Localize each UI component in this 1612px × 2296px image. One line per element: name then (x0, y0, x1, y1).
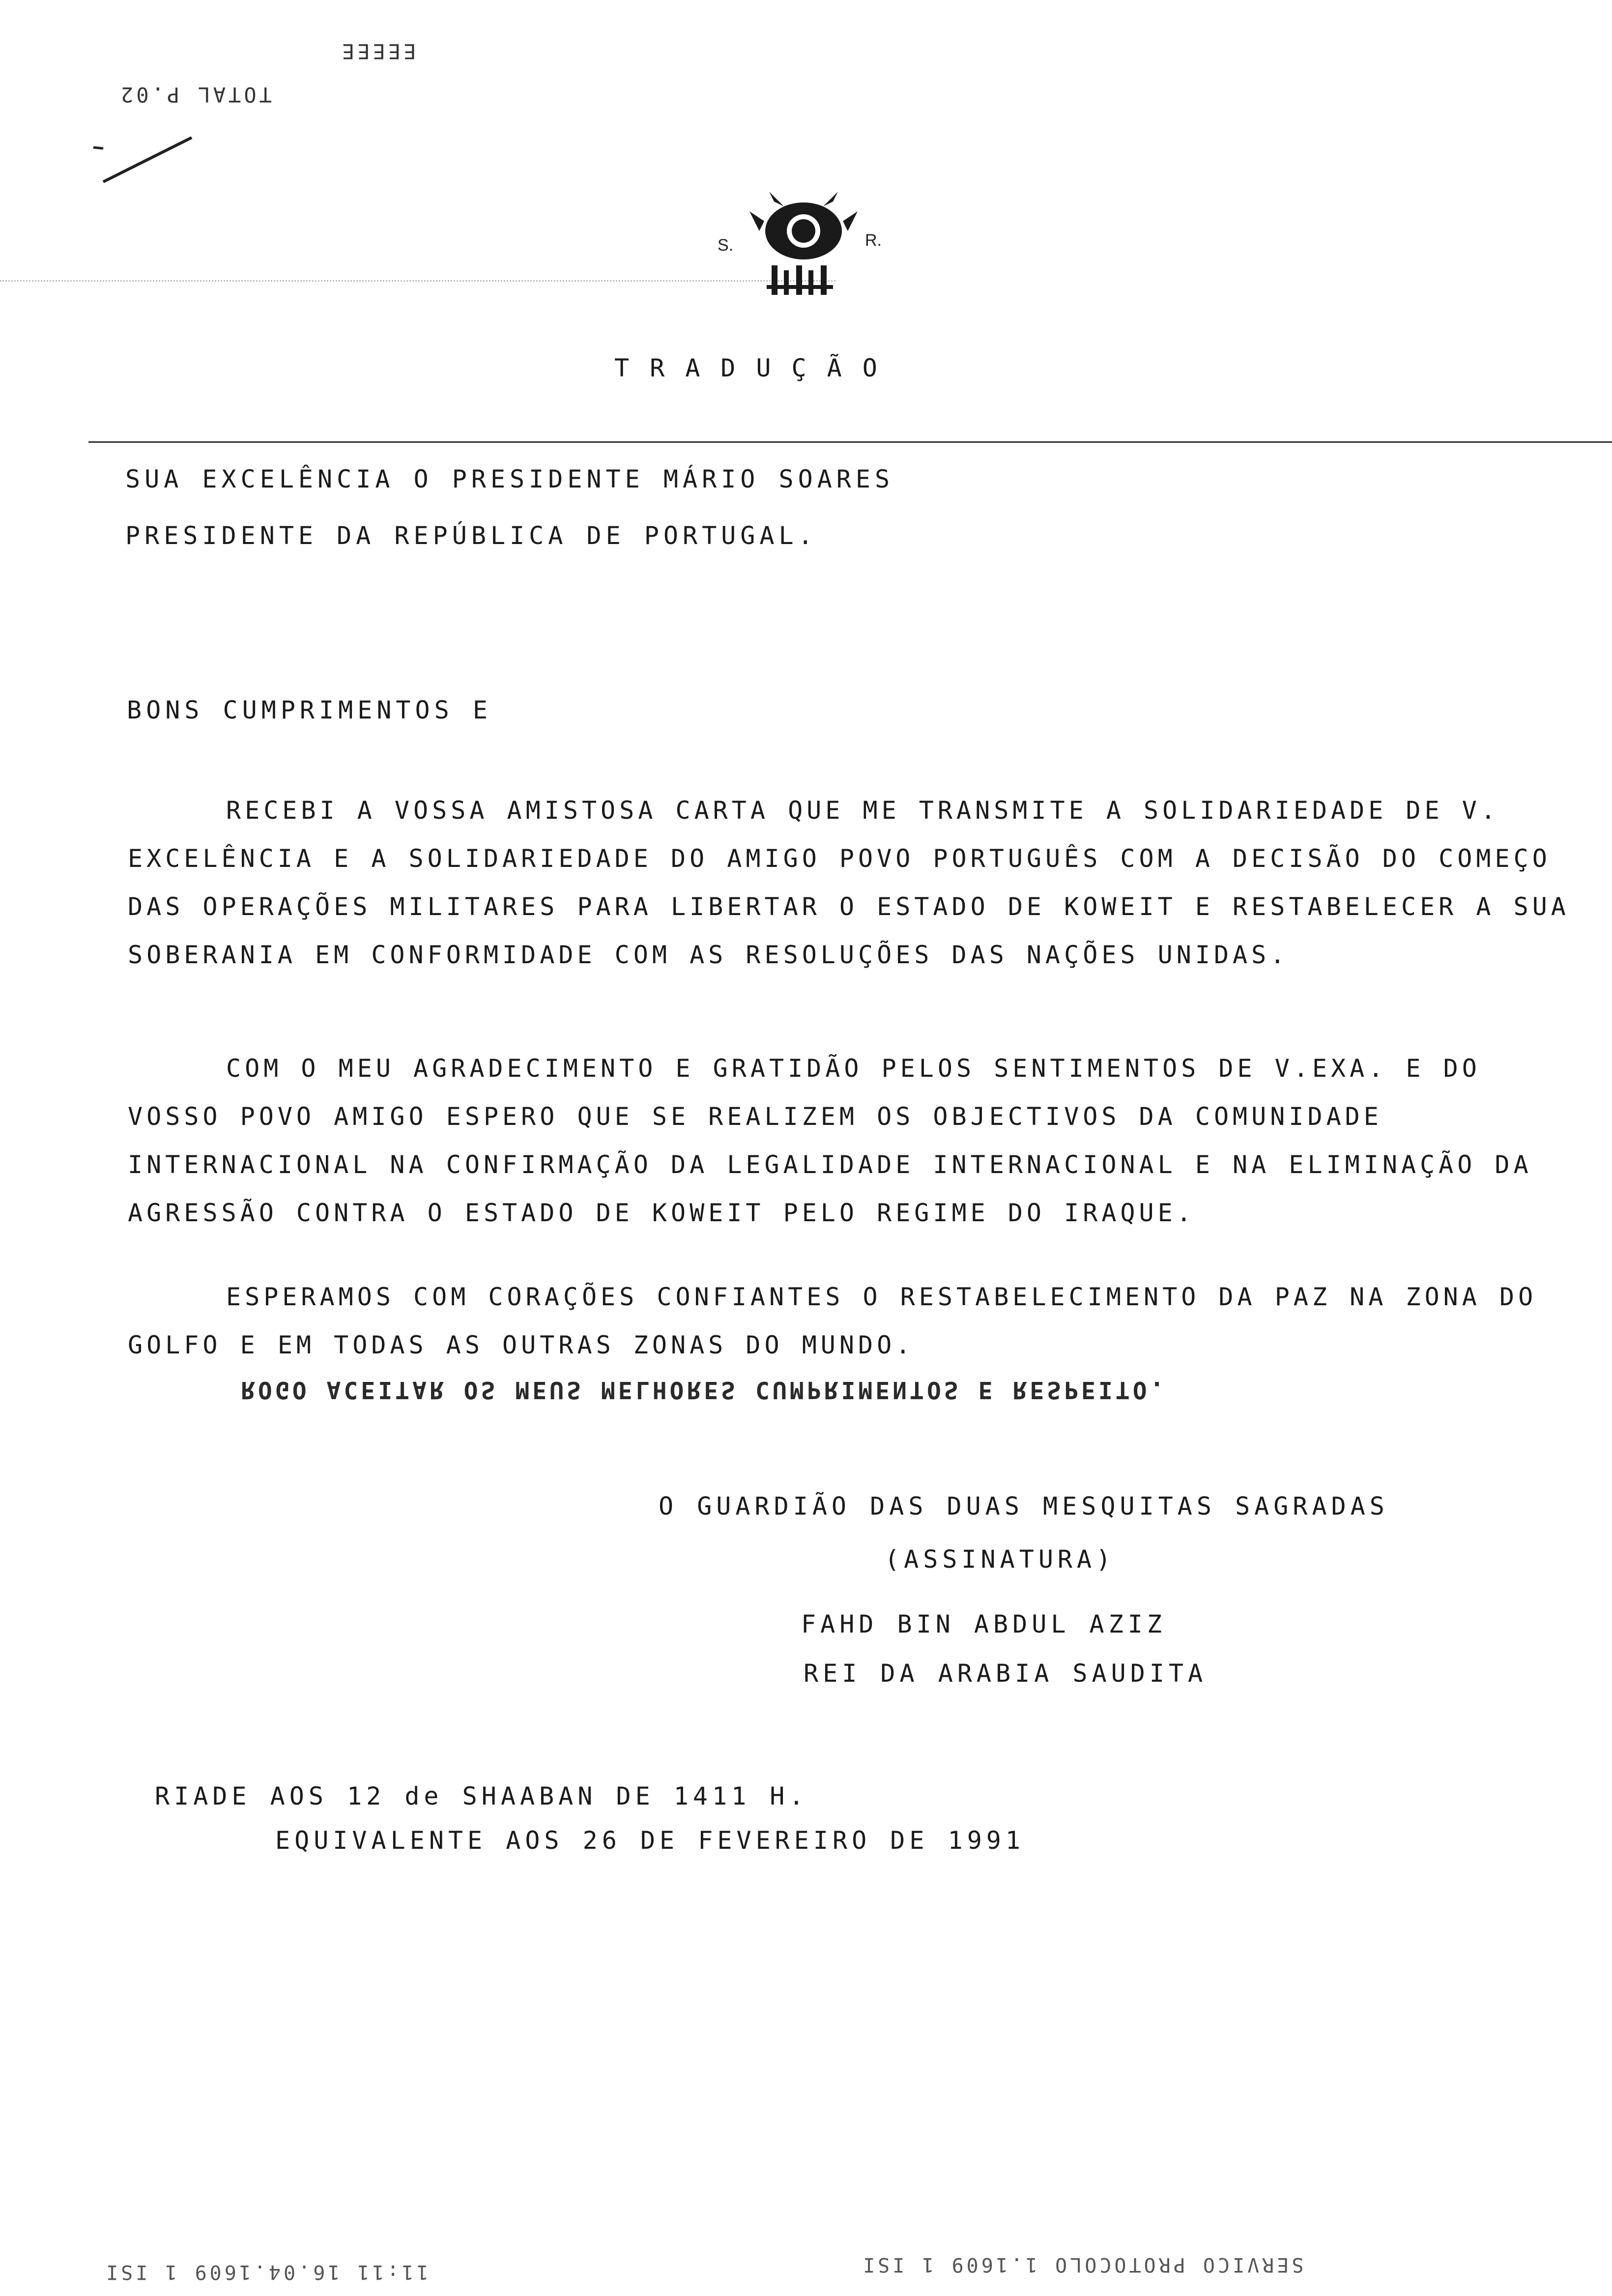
addressee-line-2: PRESIDENTE DA REPÚBLICA DE PORTUGAL. (125, 521, 817, 550)
emblem-left-letter: S. (718, 236, 734, 255)
paragraph-3: ESPERAMOS COM CORAÇÕES CONFIANTES O RESTABELECIMENTO DA PAZ NA ZONA DO GOLFO E EM TODAS AS OUTRAS ZONAS DO MUNDO. (128, 1283, 1537, 1359)
signatory-role: REI DA ARABIA SAUDITA (804, 1659, 1208, 1688)
fax-total: TOTAL P.02 (118, 83, 272, 107)
date-line-2: EQUIVALENTE AOS 26 DE FEVEREIRO DE 1991 (275, 1826, 1025, 1855)
paragraph-1: RECEBI A VOSSA AMISTOSA CARTA QUE ME TRANSMITE A SOLIDARIEDADE DE V. EXCELÊNCIA E A SOLIDARIEDADE DO AMIGO POVO PORTUGUÊS COM A DECISÃO DO COMEÇO DAS OPERAÇÕES MILITARES PARA LIBERTAR O ESTADO DE KOWEIT E RESTABELECER A SUA SOBERANIA EM CONFORMIDADE COM AS RESOLUÇÕES DAS NAÇÕES UNIDAS. (128, 796, 1570, 969)
header-divider (88, 441, 1612, 443)
signature-title: O GUARDIÃO DAS DUAS MESQUITAS SAGRADAS (659, 1492, 1389, 1521)
fax-code: EEEEE (339, 39, 416, 63)
signatory-name: FAHD BIN ABDUL AZIZ (801, 1610, 1166, 1638)
emblem (718, 192, 894, 305)
saudi-coat-of-arms-icon (745, 192, 863, 305)
pen-mark (88, 128, 206, 192)
document-title: TRADUÇÃO (614, 354, 898, 382)
addressee-line-1: SUA EXCELÊNCIA O PRESIDENTE MÁRIO SOARES (125, 465, 894, 493)
emblem-right-letter: R. (865, 231, 882, 250)
fax-footer-left: 11:11 16.04.1609 1 ISI (103, 2261, 429, 2283)
fax-footer-right: SERVICO PROTOCOLO 1.1609 1 ISI (860, 2253, 1304, 2276)
scan-noise-line (0, 280, 835, 282)
greeting: BONS CUMPRIMENTOS E (127, 696, 492, 724)
paragraph-2: COM O MEU AGRADECIMENTO E GRATIDÃO PELOS SENTIMENTOS DE V.EXA. E DO VOSSO POVO AMIGO ESPERO QUE SE REALIZEM OS OBJECTIVOS DA COMUNIDADE INTERNACIONAL NA CONFIRMAÇÃO DA LEGALIDADE INTERNACIONAL E NA ELIMINAÇÃO DA AGRESSÃO CONTRA O ESTADO DE KOWEIT PELO REGIME DO IRAQUE. (128, 1054, 1532, 1227)
closing-line: ROGO ACEITAR OS MEUS MELHORES CUMPRIMENTOS E RESPEITO. (241, 1376, 1167, 1404)
signature-marker: (ASSINATURA) (885, 1545, 1116, 1574)
date-line-1: RIADE AOS 12 de SHAABAN DE 1411 H. (155, 1782, 808, 1810)
